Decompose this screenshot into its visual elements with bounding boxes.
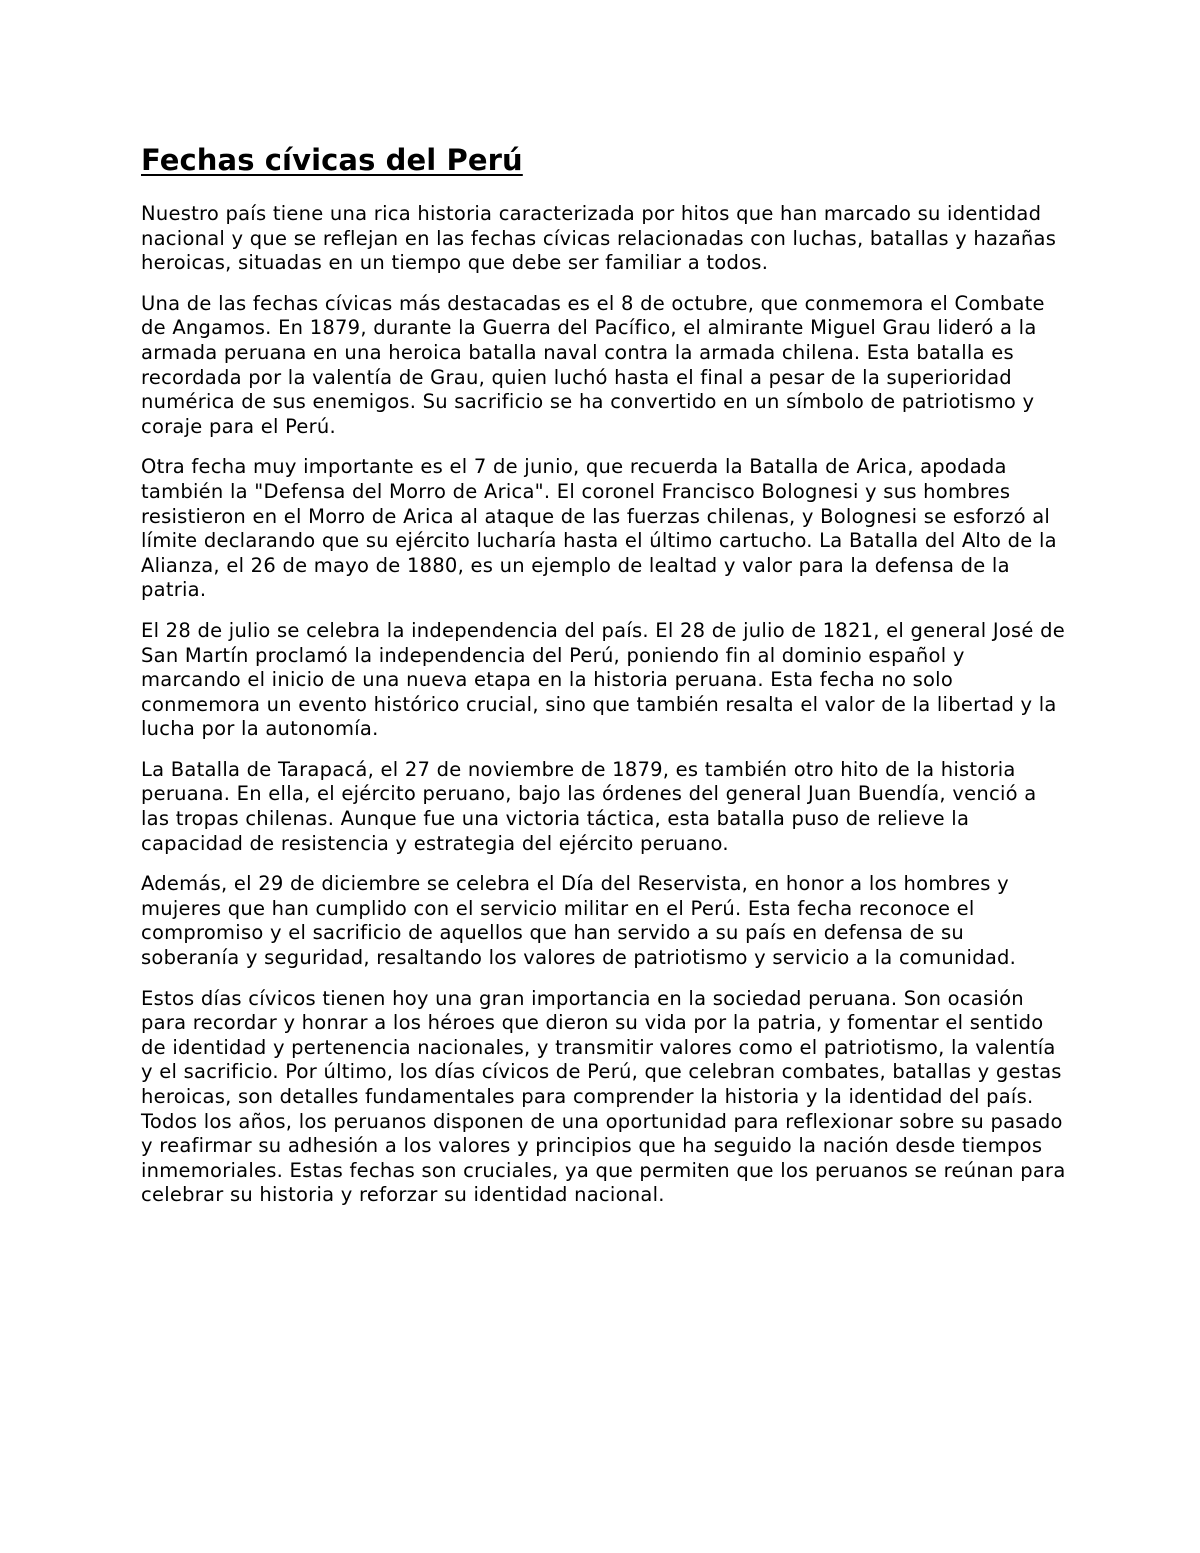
paragraph-intro: Nuestro país tiene una rica historia caracterizada por hitos que han marcado su identidad nacional y que se reflejan en las fechas cívicas relacionadas con luchas, batallas y hazañas heroicas, situadas en un tiempo que debe ser familiar a todos. <box>141 202 1057 275</box>
paragraph-batalla-arica: Otra fecha muy importante es el 7 de junio, que recuerda la Batalla de Arica, apodada también la "Defensa del Morro de Arica". El coronel Francisco Bolognesi y sus hombres resistieron en el Morro de Arica al ataque de las fuerzas chilenas, y Bolognesi se esforzó al límite declarando que su ejército lucharía hasta el último cartucho. La Batalla del Alto de la Alianza, el 26 de mayo de 1880, es un ejemplo de lealtad y valor para la defensa de la patria. <box>141 455 1057 602</box>
paragraph-dia-reservista: Además, el 29 de diciembre se celebra el Día del Reservista, en honor a los hombres y mujeres que han cumplido con el servicio militar en el Perú. Esta fecha reconoce el compromiso y el sacrificio de aquellos que han servido a su país en defensa de su soberanía y seguridad, resaltando los valores de patriotismo y servicio a la comunidad. <box>141 872 1017 970</box>
paragraph-conclusion: Estos días cívicos tienen hoy una gran importancia en la sociedad peruana. Son ocasión para recordar y honrar a los héroes que dieron su vida por la patria, y fomentar el sentido de identidad y pertenencia nacionales, y transmitir valores como el patriotismo, la valentía y el sacrificio. Por último, los días cívicos de Perú, que celebran combates, batallas y gestas heroicas, son detalles fundamentales para comprender la historia y la identidad del país. Todos los años, los peruanos disponen de una oportunidad para reflexionar sobre su pasado y reafirmar su adhesión a los valores y principios que ha seguido la nación desde tiempos inmemoriales. Estas fechas son cruciales, ya que permiten que los peruanos se reúnan para celebrar su historia y reforzar su identidad nacional. <box>141 986 1066 1207</box>
paragraph-combate-angamos: Una de las fechas cívicas más destacadas es el 8 de octubre, que conmemora el Combate de Angamos. En 1879, durante la Guerra del Pacífico, el almirante Miguel Grau lideró a la armada peruana en una heroica batalla naval contra la armada chilena. Esta batalla es recordada por la valentía de Grau, quien luchó hasta el final a pesar de la superioridad numérica de sus enemigos. Su sacrificio se ha convertido en un símbolo de patriotismo y coraje para el Perú. <box>141 291 1045 438</box>
paragraph-independencia: El 28 de julio se celebra la independencia del país. El 28 de julio de 1821, el general José de San Martín proclamó la independencia del Perú, poniendo fin al dominio español y marcando el inicio de una nueva etapa en la historia peruana. Esta fecha no solo conmemora un evento histórico crucial, sino que también resalta el valor de la libertad y la lucha por la autonomía. <box>141 618 1066 741</box>
paragraph-batalla-tarapaca: La Batalla de Tarapacá, el 27 de noviembre de 1879, es también otro hito de la historia peruana. En ella, el ejército peruano, bajo las órdenes del general Juan Buendía, venció a las tropas chilenas. Aunque fue una victoria táctica, esta batalla puso de relieve la capacidad de resistencia y estrategia del ejército peruano. <box>141 757 1037 855</box>
document-body <box>141 138 1066 1224</box>
document-title: Fechas cívicas del Perú <box>141 143 523 177</box>
